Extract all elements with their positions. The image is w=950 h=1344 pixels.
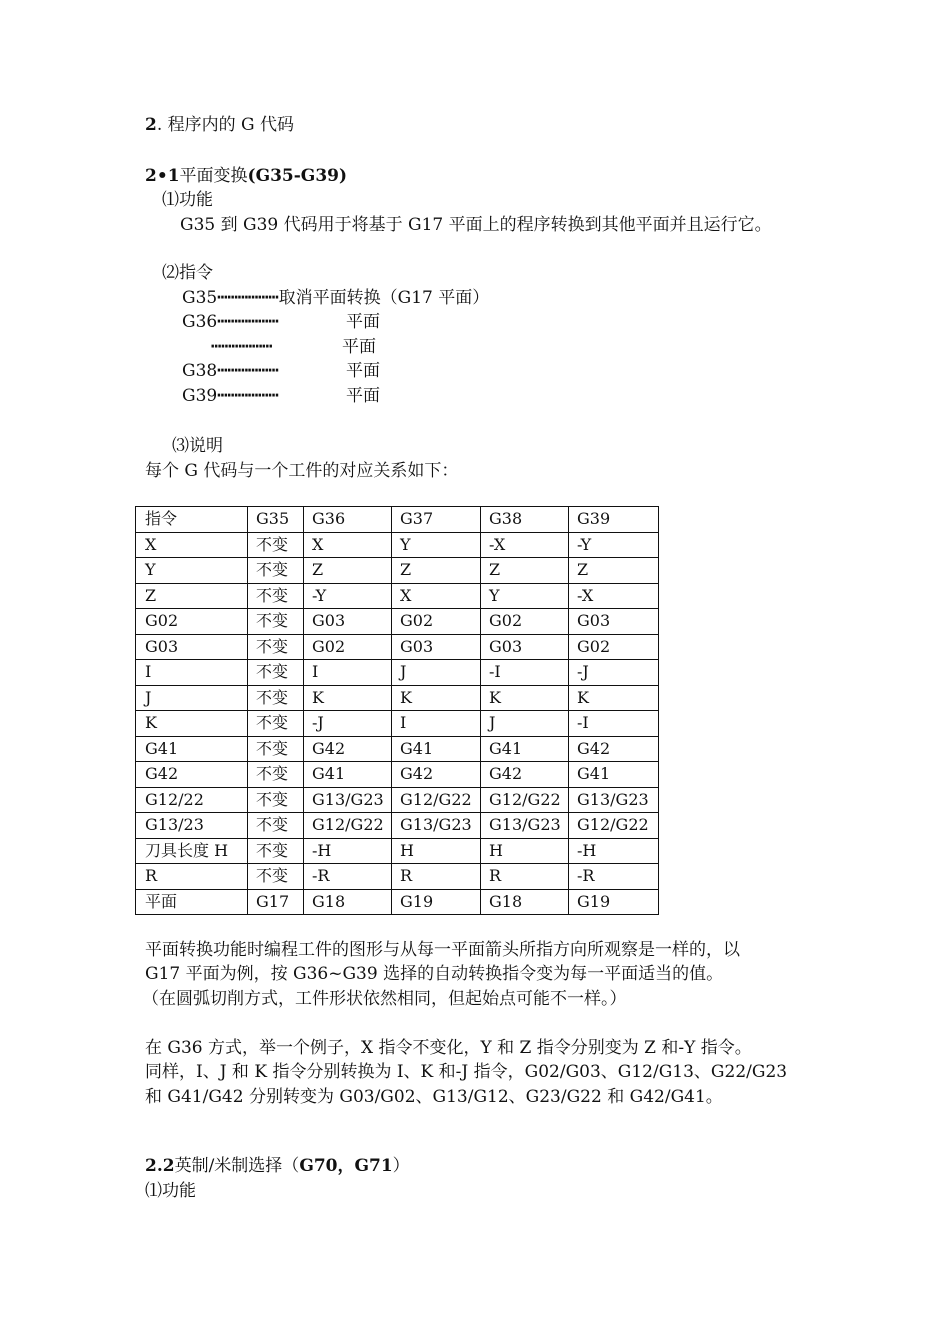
table-row (136, 762, 659, 788)
table-cell: -I (481, 660, 569, 686)
subsection-heading-2-2 (145, 1158, 410, 1175)
table-cell: Z (136, 583, 248, 609)
table-cell: G19 (392, 889, 481, 915)
table-cell: I (392, 711, 481, 737)
table-cell: G19 (569, 889, 659, 915)
table-cell: J (136, 685, 248, 711)
table-cell: 不变 (248, 558, 304, 584)
table-cell: G12/22 (136, 787, 248, 813)
table-cell: G13/23 (136, 813, 248, 839)
table-cell: -H (569, 838, 659, 864)
table-body (136, 507, 659, 915)
table-cell: 不变 (248, 532, 304, 558)
table-cell: 不变 (248, 609, 304, 635)
table-cell: G17 (248, 889, 304, 915)
subsection-codes: G70，G71 (299, 1156, 393, 1176)
table-cell: R (481, 864, 569, 890)
table-cell: G12/G22 (392, 787, 481, 813)
table-header-cell: G36 (304, 507, 392, 533)
function-label: ⑴功能 (162, 190, 213, 210)
table-cell: G02 (392, 609, 481, 635)
table-cell: G02 (304, 634, 392, 660)
table-cell: H (392, 838, 481, 864)
table-cell: Z (481, 558, 569, 584)
table-cell: 平面 (136, 889, 248, 915)
subsection-number: 2.2 (145, 1156, 175, 1176)
table-row (136, 634, 659, 660)
table-cell: G03 (481, 634, 569, 660)
command-desc: 平面 (342, 337, 376, 357)
table-header-cell: 指令 (136, 507, 248, 533)
command-desc: 平面 (346, 312, 380, 332)
paragraph-line: （在圆弧切削方式，工件形状依然相同，但起始点可能不一样。） (142, 989, 627, 1009)
table-cell: G42 (481, 762, 569, 788)
command-dash: ┅┅┅┅┅┅ (217, 386, 279, 406)
table-header-cell: G39 (569, 507, 659, 533)
table-cell: G42 (569, 736, 659, 762)
subsection-title: 英制/米制选择（ (174, 1156, 300, 1176)
command-item (182, 388, 279, 405)
table-cell: Z (569, 558, 659, 584)
table-header-cell: G35 (248, 507, 304, 533)
table-cell: G03 (569, 609, 659, 635)
table-cell: 不变 (248, 634, 304, 660)
note-text: 每个 G 代码与一个工件的对应关系如下： (145, 461, 459, 481)
table-header-cell: G37 (392, 507, 481, 533)
command-desc: 取消平面转换（G17 平面） (278, 288, 490, 308)
table-cell: -X (569, 583, 659, 609)
command-item (182, 290, 489, 307)
table-cell: G18 (304, 889, 392, 915)
table-cell: R (136, 864, 248, 890)
table-cell: X (136, 532, 248, 558)
table-cell: Z (304, 558, 392, 584)
table-cell: G41 (304, 762, 392, 788)
paragraph-line: G17 平面为例，按 G36~G39 选择的自动转换指令变为每一平面适当的值。 (145, 964, 724, 984)
table-cell: 不变 (248, 685, 304, 711)
command-desc: 平面 (346, 361, 380, 381)
table-cell: I (304, 660, 392, 686)
paragraph-line: 在 G36 方式，举一个例子，X 指令不变化，Y 和 Z 指令分别变为 Z 和-Y 指令。 (145, 1038, 752, 1058)
subsection-title: 平面变换 (179, 166, 248, 186)
table-cell: -R (304, 864, 392, 890)
table-cell: X (304, 532, 392, 558)
table-cell: G13/G23 (392, 813, 481, 839)
section-title: . 程序内的 G 代码 (156, 115, 295, 135)
table-cell: Z (392, 558, 481, 584)
command-item (211, 339, 272, 356)
table-cell: 不变 (248, 736, 304, 762)
table-cell: G42 (392, 762, 481, 788)
command-code: G36 (182, 312, 218, 332)
paragraph-line: 平面转换功能时编程工件的图形与从每一平面箭头所指方向所观察是一样的，以 (145, 940, 740, 960)
function-label: ⑴功能 (145, 1181, 196, 1201)
table-cell: -J (304, 711, 392, 737)
table-row (136, 558, 659, 584)
table-cell: 不变 (248, 838, 304, 864)
table-header-row (136, 507, 659, 533)
command-dash: ┅┅┅┅┅┅ (217, 288, 279, 308)
section-number: 2 (145, 115, 157, 135)
table-cell: G12/G22 (304, 813, 392, 839)
table-cell: Y (136, 558, 248, 584)
table-row (136, 660, 659, 686)
command-code: G38 (182, 361, 218, 381)
table-cell: G02 (481, 609, 569, 635)
table-cell: G13/G23 (569, 787, 659, 813)
table-cell: 刀具长度 H (136, 838, 248, 864)
command-desc: 平面 (346, 386, 380, 406)
subsection-number: 2•1 (145, 166, 180, 186)
table-cell: H (481, 838, 569, 864)
table-cell: 不变 (248, 787, 304, 813)
subsection-title-close: ） (392, 1156, 410, 1176)
table-cell: G12/G22 (481, 787, 569, 813)
subsection-heading-2-1 (145, 168, 347, 185)
table-cell: 不变 (248, 813, 304, 839)
g-code-table (135, 506, 659, 915)
table-row (136, 532, 659, 558)
table-cell: G13/G23 (481, 813, 569, 839)
command-code: G39 (182, 386, 218, 406)
table-cell: -I (569, 711, 659, 737)
table-cell: 不变 (248, 711, 304, 737)
table-cell: G41 (392, 736, 481, 762)
table-cell: -Y (304, 583, 392, 609)
table-cell: 不变 (248, 864, 304, 890)
command-dash: ┅┅┅┅┅┅ (217, 312, 279, 332)
table-cell: G02 (569, 634, 659, 660)
table-cell: G42 (304, 736, 392, 762)
table-cell: G41 (569, 762, 659, 788)
table-cell: K (392, 685, 481, 711)
table-row (136, 736, 659, 762)
table-cell: K (304, 685, 392, 711)
table-row (136, 711, 659, 737)
table-row (136, 813, 659, 839)
section-heading (145, 117, 294, 134)
table-cell: J (392, 660, 481, 686)
table-cell: G12/G22 (569, 813, 659, 839)
table-cell: G41 (481, 736, 569, 762)
table-row (136, 838, 659, 864)
command-code: G35 (182, 288, 218, 308)
table-row (136, 864, 659, 890)
table-cell: -X (481, 532, 569, 558)
table-cell: K (136, 711, 248, 737)
command-item (182, 363, 279, 380)
table-cell: G03 (304, 609, 392, 635)
note-label: ⑶说明 (172, 436, 223, 456)
table-cell: -H (304, 838, 392, 864)
table-row (136, 787, 659, 813)
table-cell: -R (569, 864, 659, 890)
table-cell: G18 (481, 889, 569, 915)
table-cell: J (481, 711, 569, 737)
paragraph-line: 和 G41/G42 分别转变为 G03/G02、G13/G12、G23/G22 和 G42/G41。 (145, 1087, 723, 1107)
table-row (136, 609, 659, 635)
table-cell: I (136, 660, 248, 686)
table-row (136, 889, 659, 915)
table-cell: G02 (136, 609, 248, 635)
table-cell: 不变 (248, 583, 304, 609)
table-row (136, 685, 659, 711)
subsection-codes: (G35-G39) (247, 166, 348, 186)
command-dash: ┅┅┅┅┅┅ (211, 337, 273, 357)
table-cell: G03 (392, 634, 481, 660)
table-cell: R (392, 864, 481, 890)
table-cell: -J (569, 660, 659, 686)
function-text: G35 到 G39 代码用于将基于 G17 平面上的程序转换到其他平面并且运行它。 (180, 215, 772, 235)
command-item (182, 314, 279, 331)
table-cell: G03 (136, 634, 248, 660)
command-dash: ┅┅┅┅┅┅ (217, 361, 279, 381)
table-cell: -Y (569, 532, 659, 558)
table-cell: G42 (136, 762, 248, 788)
table-cell: X (392, 583, 481, 609)
table-cell: 不变 (248, 762, 304, 788)
table-row (136, 583, 659, 609)
table-cell: G41 (136, 736, 248, 762)
table-cell: Y (392, 532, 481, 558)
paragraph-line: 同样，I、J 和 K 指令分别转换为 I、K 和-J 指令，G02/G03、G12/G13、G22/G23 (145, 1062, 788, 1082)
command-label: ⑵指令 (162, 263, 213, 283)
table-header-cell: G38 (481, 507, 569, 533)
table-cell: K (481, 685, 569, 711)
table-cell: G13/G23 (304, 787, 392, 813)
table-cell: K (569, 685, 659, 711)
table-cell: 不变 (248, 660, 304, 686)
table-cell: Y (481, 583, 569, 609)
